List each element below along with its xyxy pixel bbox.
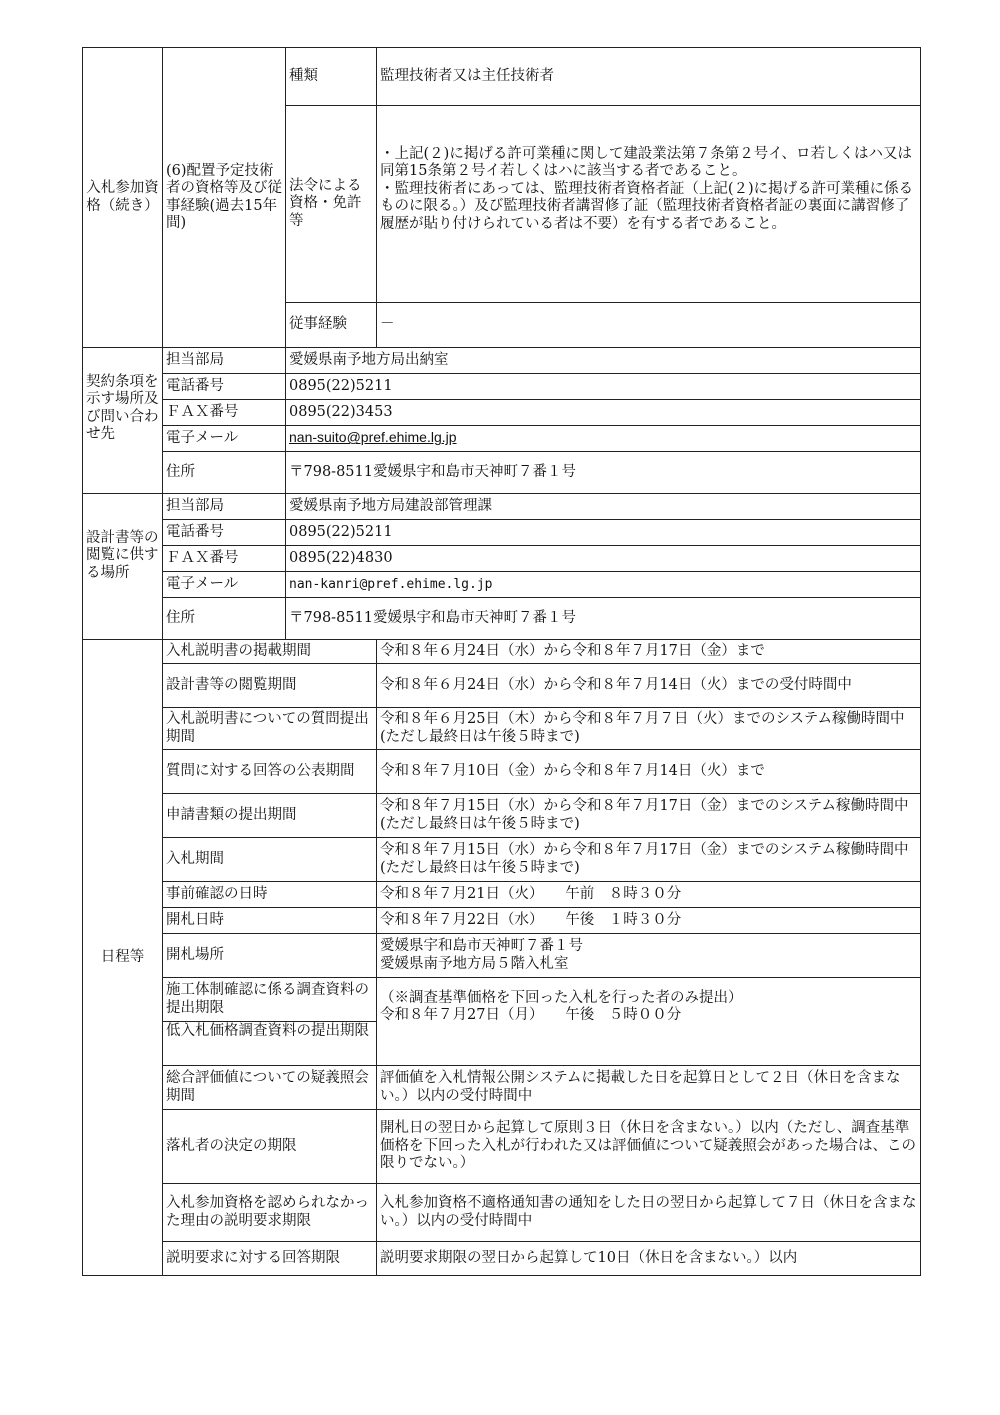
- contract-dept-value: 愛媛県南予地方局出納室: [286, 348, 921, 374]
- opening-place-line-1: 愛媛県宇和島市天神町７番１号: [380, 938, 583, 955]
- schedule-label: 入札期間: [163, 838, 377, 882]
- schedule-row: [83, 1110, 921, 1184]
- qual-section-label: 入札参加資格（続き）: [83, 48, 163, 348]
- schedule-value: 令和８年６月24日（水）から令和８年７月14日（火）までの受付時間中: [377, 664, 921, 708]
- design-row-fax: [83, 546, 921, 572]
- schedule-label: 開札日時: [163, 908, 377, 934]
- schedule-label: 入札説明書の掲載期間: [163, 640, 377, 664]
- schedule-label: 事前確認の日時: [163, 882, 377, 908]
- schedule-row: [83, 908, 921, 934]
- schedule-row: [83, 1184, 921, 1242]
- design-fax-label: ＦＡＸ番号: [163, 546, 286, 572]
- schedule-value: 説明要求期限の翌日から起算して10日（休日を含まない。）以内: [377, 1242, 921, 1276]
- schedule-label: 開札場所: [163, 934, 377, 978]
- survey-deadline: 令和８年７月27日（月） 午後 ５時００分: [380, 1007, 682, 1024]
- design-row-dept: [83, 494, 921, 520]
- notice-table-wrapper: [82, 47, 920, 1276]
- design-phone-value: 0895(22)5211: [286, 520, 921, 546]
- contract-email-link[interactable]: nan-suito@pref.ehime.lg.jp: [289, 429, 457, 446]
- contract-row-email: [83, 426, 921, 452]
- schedule-value: 評価値を入札情報公開システムに掲載した日を起算日として２日（休日を含まない。）以内の受付時間中: [377, 1066, 921, 1110]
- contract-address-label: 住所: [163, 452, 286, 494]
- schedule-row: [83, 882, 921, 908]
- survey-note: （※調査基準価格を下回った入札を行った者のみ提出）: [380, 990, 743, 1006]
- qual-license-line-2: ・監理技術者にあっては、監理技術者資格者証（上記(２)に掲げる許可業種に係るものに限る。）及び監理技術者講習修了証（監理技術者資格者証の裏面に講習修了履歴が貼り付けられている者は不要）を有する者であること。: [380, 180, 914, 232]
- qual-experience-label: 従事経験: [286, 303, 377, 348]
- schedule-value: 開札日の翌日から起算して原則３日（休日を含まない。）以内（ただし、調査基準価格を下回った入札が行われた又は評価値について疑義照会があった場合は、この限りでない。）: [377, 1110, 921, 1184]
- contract-row-fax: [83, 400, 921, 426]
- schedule-label: 申請書類の提出期間: [163, 794, 377, 838]
- schedule-row: [83, 640, 921, 664]
- contract-row-address: [83, 452, 921, 494]
- contract-address-value: 〒798-8511愛媛県宇和島市天神町７番１号: [286, 452, 921, 494]
- schedule-label: 低入札価格調査資料の提出期限: [163, 1022, 377, 1066]
- schedule-row: [83, 750, 921, 794]
- schedule-value: 令和８年７月15日（水）から令和８年７月17日（金）までのシステム稼働時間中(ただし最終日は午後５時まで): [377, 838, 921, 882]
- qual-type-value: 監理技術者又は主任技術者: [377, 48, 921, 106]
- schedule-value: 令和８年７月22日（水） 午後 １時３０分: [377, 908, 921, 934]
- design-row-phone: [83, 520, 921, 546]
- design-fax-value: 0895(22)4830: [286, 546, 921, 572]
- schedule-value: 令和８年７月15日（水）から令和８年７月17日（金）までのシステム稼働時間中(ただし最終日は午後５時まで): [377, 794, 921, 838]
- schedule-label: 設計書等の閲覧期間: [163, 664, 377, 708]
- contract-row-dept: [83, 348, 921, 374]
- qual-sub-label: (6)配置予定技術者の資格等及び従事経験(過去15年間): [163, 48, 286, 348]
- schedule-row: [83, 838, 921, 882]
- contract-row-phone: [83, 374, 921, 400]
- contract-section-label: 契約条項を示す場所及び問い合わせ先: [83, 348, 163, 494]
- schedule-label: 説明要求に対する回答期限: [163, 1242, 377, 1276]
- design-email-cell: [286, 572, 921, 598]
- schedule-row: [83, 1066, 921, 1110]
- design-dept-value: 愛媛県南予地方局建設部管理課: [286, 494, 921, 520]
- qual-license-line-1: ・上記(２)に掲げる許可業種に関して建設業法第７条第２号イ、ロ若しくはハ又は同第15条第２号イ若しくはハに該当する者であること。: [380, 146, 913, 180]
- design-row-email: [83, 572, 921, 598]
- schedule-row: [83, 708, 921, 750]
- schedule-value: 令和８年７月21日（火） 午前 ８時３０分: [377, 882, 921, 908]
- schedule-label: 施工体制確認に係る調査資料の提出期限: [163, 978, 377, 1022]
- schedule-row: [83, 934, 921, 978]
- design-section-label: 設計書等の閲覧に供する場所: [83, 494, 163, 640]
- schedule-row: [83, 664, 921, 708]
- design-address-value: 〒798-8511愛媛県宇和島市天神町７番１号: [286, 598, 921, 640]
- schedule-value: 入札参加資格不適格通知書の通知をした日の翌日から起算して７日（休日を含まない。）以内の受付時間中: [377, 1184, 921, 1242]
- design-email-text: nan-kanri@pref.ehime.lg.jp: [289, 576, 493, 592]
- design-dept-label: 担当部局: [163, 494, 286, 520]
- contract-email-cell: [286, 426, 921, 452]
- contract-phone-value: 0895(22)5211: [286, 374, 921, 400]
- schedule-row: [83, 794, 921, 838]
- qual-license-label: 法令による資格・免許等: [286, 106, 377, 303]
- schedule-value: 令和８年６月24日（水）から令和８年７月17日（金）まで: [377, 640, 921, 664]
- qual-experience-value: －: [377, 303, 921, 348]
- contract-dept-label: 担当部局: [163, 348, 286, 374]
- survey-deadline-cell: [377, 978, 921, 1066]
- design-phone-label: 電話番号: [163, 520, 286, 546]
- schedule-label: 入札説明書についての質問提出期間: [163, 708, 377, 750]
- schedule-label: 落札者の決定の期限: [163, 1110, 377, 1184]
- schedule-value: [377, 934, 921, 978]
- schedule-row: [83, 1242, 921, 1276]
- qual-row-type: [83, 48, 921, 106]
- opening-place-line-2: 愛媛県南予地方局５階入札室: [380, 955, 569, 972]
- design-address-label: 住所: [163, 598, 286, 640]
- schedule-value: 令和８年７月10日（金）から令和８年７月14日（火）まで: [377, 750, 921, 794]
- contract-fax-value: 0895(22)3453: [286, 400, 921, 426]
- contract-fax-label: ＦＡＸ番号: [163, 400, 286, 426]
- schedule-label: 入札参加資格を認められなかった理由の説明要求期限: [163, 1184, 377, 1242]
- qual-type-label: 種類: [286, 48, 377, 106]
- design-row-address: [83, 598, 921, 640]
- notice-table: [82, 47, 921, 1276]
- design-email-label: 電子メール: [163, 572, 286, 598]
- schedule-section-label: 日程等: [83, 640, 163, 1276]
- contract-phone-label: 電話番号: [163, 374, 286, 400]
- schedule-label: 質問に対する回答の公表期間: [163, 750, 377, 794]
- schedule-row: [83, 978, 921, 1022]
- schedule-label: 総合評価値についての疑義照会期間: [163, 1066, 377, 1110]
- contract-email-label: 電子メール: [163, 426, 286, 452]
- schedule-value: 令和８年６月25日（木）から令和８年７月７日（火）までのシステム稼働時間中(ただし最終日は午後５時まで): [377, 708, 921, 750]
- qual-license-value: [377, 106, 921, 303]
